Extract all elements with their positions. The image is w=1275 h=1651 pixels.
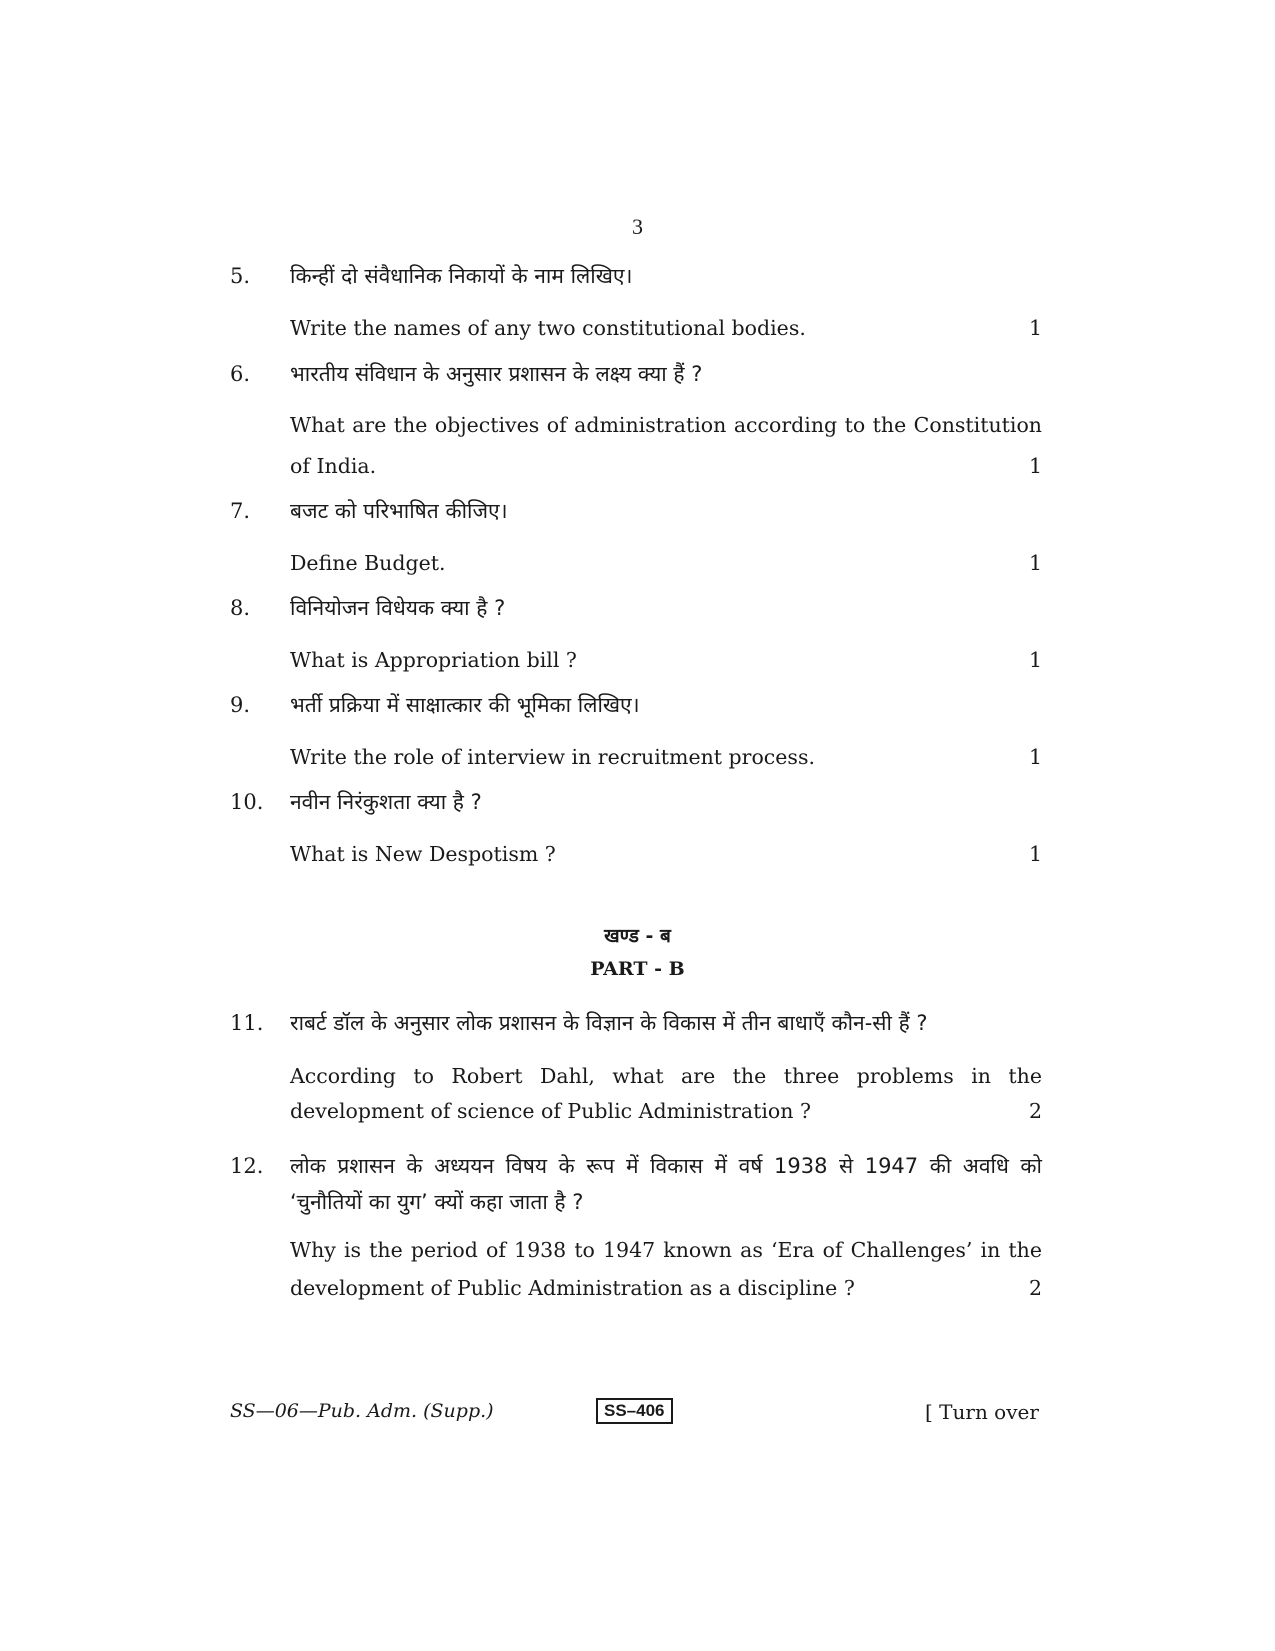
- footer-boxed-code: SS–406: [596, 1398, 673, 1424]
- footer-paper-code: SS—06—Pub. Adm. (Supp.): [230, 1400, 494, 1422]
- question-english-text: What is New Despotism ?: [290, 842, 556, 866]
- section-heading-english: PART - B: [590, 958, 685, 980]
- question-hindi-text: लोक प्रशासन के अध्ययन विषय के रूप में विकास में वर्ष 1938 से 1947 की अवधि को: [290, 1154, 1042, 1178]
- question-english-text: What is Appropriation bill ?: [290, 648, 577, 672]
- question-english-text-continued: development of science of Public Administration ?: [290, 1099, 811, 1123]
- question-marks: 1: [1028, 745, 1042, 769]
- question-marks: 1: [1028, 648, 1042, 672]
- question-hindi-text-continued: ‘चुनौतियों का युग’ क्यों कहा जाता है ?: [290, 1190, 584, 1214]
- question-number: 11.: [230, 1011, 264, 1035]
- page-number: 3: [632, 214, 643, 239]
- question-marks: 1: [1028, 842, 1042, 866]
- question-number: 8.: [230, 596, 251, 620]
- question-hindi-text: राबर्ट डॉल के अनुसार लोक प्रशासन के विज्ञान के विकास में तीन बाधाएँ कौन-सी हैं ?: [290, 1011, 928, 1035]
- question-english-text: Why is the period of 1938 to 1947 known as ‘Era of Challenges’ in the: [290, 1238, 1042, 1262]
- section-heading-hindi: खण्ड - ब: [604, 925, 671, 947]
- question-number: 6.: [230, 362, 251, 386]
- question-marks: 2: [1028, 1099, 1042, 1123]
- question-marks: 1: [1028, 316, 1042, 340]
- question-number: 12.: [230, 1154, 264, 1178]
- question-english-text: Write the names of any two constitutional bodies.: [290, 316, 806, 340]
- question-number: 9.: [230, 693, 251, 717]
- question-hindi-text: नवीन निरंकुशता क्या है ?: [290, 790, 482, 814]
- question-english-text: What are the objectives of administration according to the Constitution: [290, 413, 1042, 437]
- question-english-text: According to Robert Dahl, what are the three problems in the: [290, 1064, 1042, 1088]
- question-number: 7.: [230, 499, 251, 523]
- question-english-text-continued: of India.: [290, 454, 377, 478]
- question-english-text: Define Budget.: [290, 551, 446, 575]
- question-hindi-text: भारतीय संविधान के अनुसार प्रशासन के लक्ष्य क्या हैं ?: [290, 362, 703, 386]
- question-number: 5.: [230, 264, 251, 288]
- question-hindi-text: किन्हीं दो संवैधानिक निकायों के नाम लिखिए।: [290, 264, 633, 288]
- question-english-text: Write the role of interview in recruitment process.: [290, 745, 815, 769]
- question-hindi-text: विनियोजन विधेयक क्या है ?: [290, 596, 506, 620]
- question-marks: 1: [1028, 454, 1042, 478]
- question-hindi-text: भर्ती प्रक्रिया में साक्षात्कार की भूमिका लिखिए।: [290, 693, 640, 717]
- question-english-text-continued: development of Public Administration as a discipline ?: [290, 1276, 855, 1300]
- question-marks: 1: [1028, 551, 1042, 575]
- question-marks: 2: [1028, 1276, 1042, 1300]
- turn-over-label: [ Turn over: [925, 1400, 1039, 1424]
- question-number: 10.: [230, 790, 264, 814]
- question-hindi-text: बजट को परिभाषित कीजिए।: [290, 499, 508, 523]
